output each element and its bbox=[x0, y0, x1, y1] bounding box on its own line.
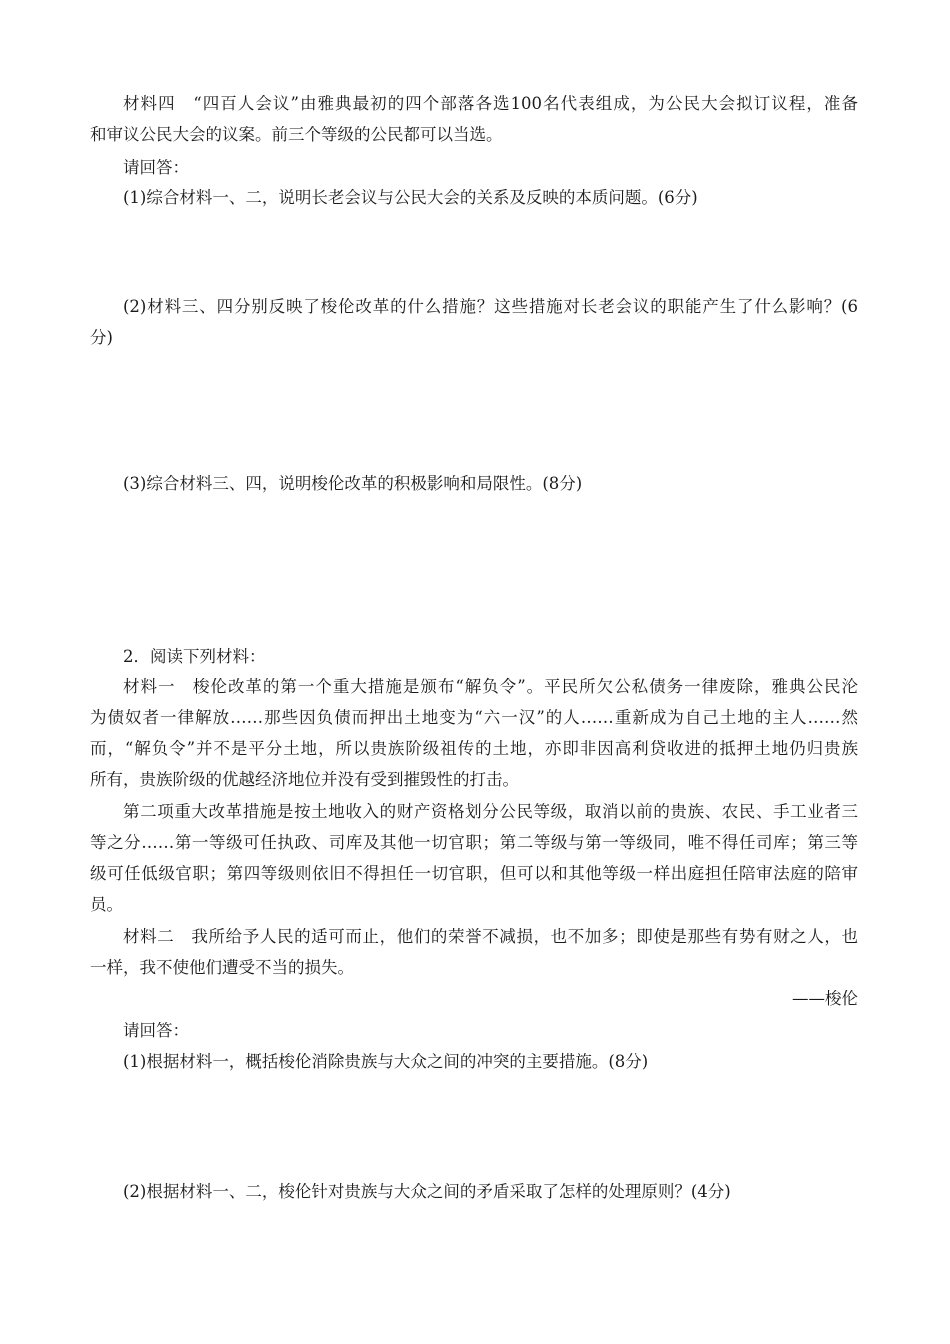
question-1-2-line2: 分) bbox=[90, 328, 113, 347]
question-1-2-line1: (2)材料三、四分别反映了梭伦改革的什么措施？这些措施对长老会议的职能产生了什么影响？(6 bbox=[123, 297, 858, 316]
material-1-para2-line2: 等之分……第一等级可任执政、司库及其他一切官职；第二等级与第一等级同，唯不得任司库；第三等 bbox=[90, 833, 858, 852]
section-2-heading: 2．阅读下列材料： bbox=[123, 647, 266, 666]
material4-line1: 材料四 “四百人会议”由雅典最初的四个部落各选100名代表组成，为公民大会拟订议程，准备 bbox=[123, 94, 858, 113]
material-1-para1-line3: 而，“解负令”并不是平分土地，所以贵族阶级祖传的土地，亦即非因高利贷收进的抵押土地仍归贵族 bbox=[90, 739, 858, 758]
question-1-1: (1)综合材料一、二，说明长老会议与公民大会的关系及反映的本质问题。(6分) bbox=[123, 188, 698, 207]
material-1-para1-line2: 为债奴者一律解放……那些因负债而押出土地变为“六一汉”的人……重新成为自己土地的主人……然 bbox=[90, 708, 858, 727]
material-2-line2: 一样，我不使他们遭受不当的损失。 bbox=[90, 958, 354, 977]
material-1-para2-line4: 员。 bbox=[90, 895, 123, 914]
material-2-line1: 材料二 我所给予人民的适可而止，他们的荣誉不减损，也不加多；即使是那些有势有财之人，也 bbox=[123, 927, 858, 946]
question-2-1: (1)根据材料一，概括梭伦消除贵族与大众之间的冲突的主要措施。(8分) bbox=[123, 1052, 649, 1071]
answer-prompt-1: 请回答： bbox=[123, 158, 189, 177]
question-1-3: (3)综合材料三、四，说明梭伦改革的积极影响和局限性。(8分) bbox=[123, 474, 583, 493]
question-2-2: (2)根据材料一、二，梭伦针对贵族与大众之间的矛盾采取了怎样的处理原则？(4分) bbox=[123, 1182, 731, 1201]
material-1-para2-line3: 级可任低级官职；第四等级则依旧不得担任一切官职，但可以和其他等级一样出庭担任陪审法庭的陪审 bbox=[90, 864, 858, 883]
material-1-para1-line1: 材料一 梭伦改革的第一个重大措施是颁布“解负令”。平民所欠公私债务一律废除，雅典公民沦 bbox=[123, 677, 858, 696]
material-1-para2-line1: 第二项重大改革措施是按土地收入的财产资格划分公民等级，取消以前的贵族、农民、手工业者三 bbox=[123, 802, 858, 821]
material4-line2: 和审议公民大会的议案。前三个等级的公民都可以当选。 bbox=[90, 125, 503, 144]
material-1-para1-line4: 所有，贵族阶级的优越经济地位并没有受到摧毁性的打击。 bbox=[90, 770, 519, 789]
answer-prompt-2: 请回答： bbox=[123, 1021, 189, 1040]
attribution: ——梭伦 bbox=[792, 989, 858, 1008]
